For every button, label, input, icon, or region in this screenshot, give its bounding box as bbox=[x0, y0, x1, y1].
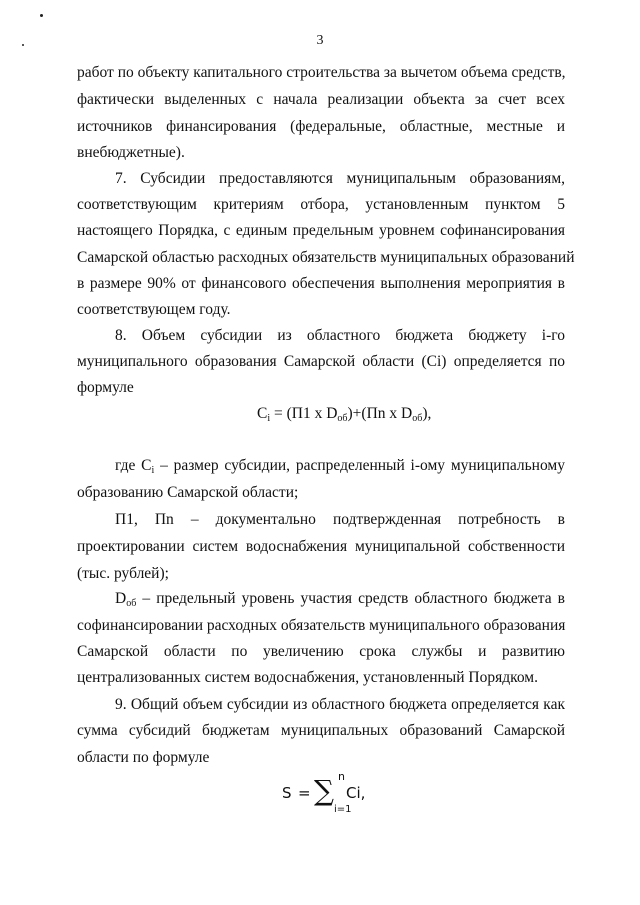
text-line: настоящего Порядка, с единым предельным уровнем софинансирования bbox=[77, 222, 565, 239]
text-line: в размере 90% от финансового обеспечения выполнения мероприятия в bbox=[77, 275, 565, 292]
sigma-symbol: ∑ bbox=[314, 774, 334, 807]
text-line: 8. Объем субсидии из областного бюджета бюджету i-го bbox=[115, 327, 565, 344]
text-line: софинансировании расходных обязательств муниципального образования bbox=[77, 617, 566, 634]
definition-ci: где $C_i$ – размер субсидии, распределенный i-ому муниципальному bbox=[115, 457, 565, 476]
text-line: формуле bbox=[77, 379, 134, 396]
text-line: Самарской областью расходных обязательств муниципальных образований bbox=[77, 249, 575, 266]
text-line: сумма субсидий бюджетам муниципальных образований Самарской bbox=[77, 722, 565, 739]
definition-dob: $D_{об}$ – предельный уровень участия средств областного бюджета в bbox=[115, 590, 565, 609]
scan-speck bbox=[40, 14, 43, 17]
text-line: проектировании систем водоснабжения муниципальной собственности bbox=[77, 538, 565, 555]
text-line: фактически выделенных с начала реализации объекта за счет всех bbox=[77, 91, 565, 108]
formula-ci: $C_i = (П1$ x $D_{об})+(Пn$ x $D_{об}$), bbox=[257, 405, 432, 424]
text-line: области по формуле bbox=[77, 749, 210, 766]
text-line: 9. Общий объем субсидии из областного бюджета определяется как bbox=[115, 696, 565, 713]
text-line: (тыс. рублей); bbox=[77, 565, 169, 582]
text-line: П1, Пn – документально подтвержденная потребность в bbox=[115, 511, 565, 528]
text-line: внебюджетные). bbox=[77, 144, 185, 161]
page-number: 3 bbox=[316, 33, 324, 48]
text-line: источников финансирования (федеральные, областные, местные и bbox=[77, 118, 565, 135]
text-line: 7. Субсидии предоставляются муниципальным образованиям, bbox=[115, 170, 565, 187]
text-line: образованию Самарской области; bbox=[77, 484, 299, 501]
text-line: Самарской области по увеличению срока службы и развитию bbox=[77, 643, 565, 660]
text-line: централизованных систем водоснабжения, установленный Порядком. bbox=[77, 669, 538, 686]
text-line: соответствующим критериям отбора, установленным пунктом 5 bbox=[77, 196, 565, 213]
text-line: работ по объекту капитального строительства за вычетом объема средств, bbox=[77, 64, 566, 81]
text-line: соответствующем году. bbox=[77, 301, 231, 318]
text-line: муниципального образования Самарской области (Ci) определяется по bbox=[77, 353, 565, 370]
